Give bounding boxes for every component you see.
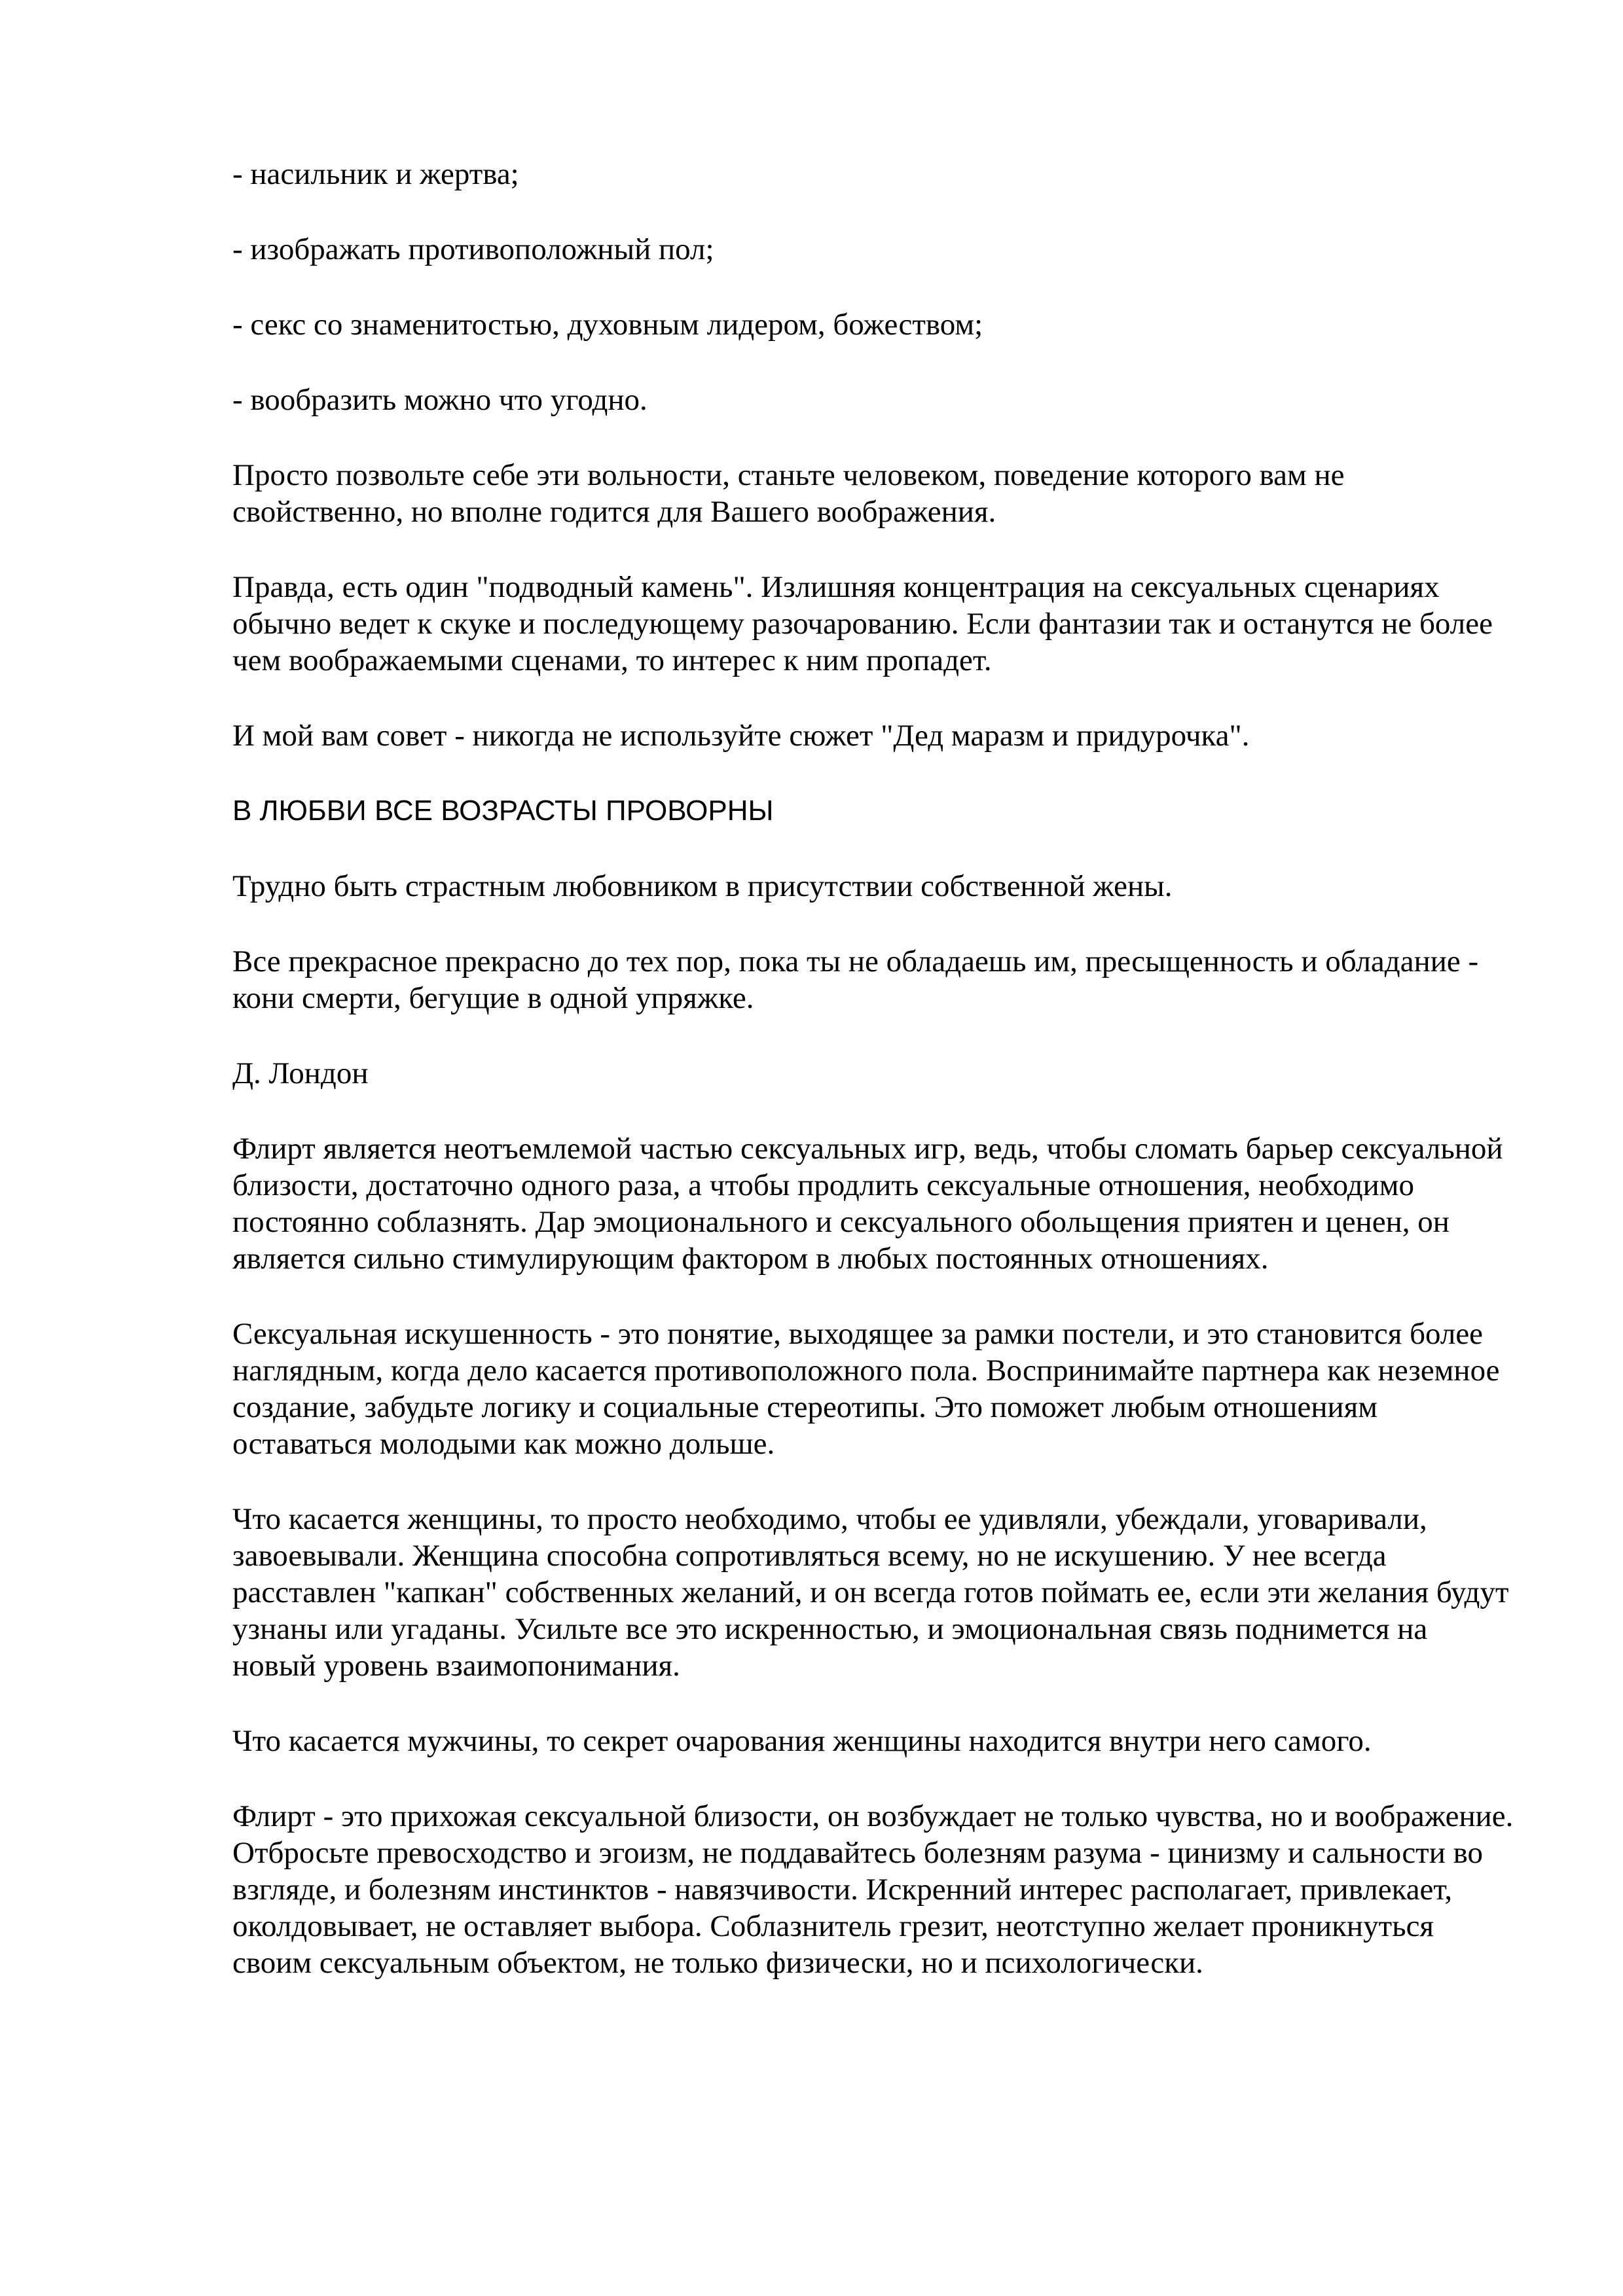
paragraph-flirt-hallway: Флирт - это прихожая сексуальной близости, он возбуждает не только чувства, но и воображение. Отбросьте превосходство и эгоизм, не поддавайтесь болезням разума - цинизму и сальности во взгляде, и болезням инстинктов - навязчивости. Искренний интерес располагает, привлекает, околдовывает, не оставляет выбора. Соблазнитель грезит, неотступно желает проникнуться своим сексуальным объектом, не только физически, но и психологически. — [232, 1799, 1514, 1980]
paragraph-sophistication: Сексуальная искушенность - это понятие, выходящее за рамки постели, и это становится более наглядным, когда дело касается противоположного пола. Воспринимайте партнера как неземное создание, забудьте логику и социальные стереотипы. Это поможет любым отношениям оставаться молодыми как можно дольше. — [232, 1317, 1500, 1461]
paragraph-woman: Что касается женщины, то просто необходимо, чтобы ее удивляли, убеждали, уговаривали, завоевывали. Женщина способна сопротивляться всему, но не искушению. У нее всегда расставлен "капкан" собственных желаний, и он всегда готов поймать ее, если эти желания будут узнаны или угаданы. Усильте все это искренностью, и эмоциональная связь поднимется на новый уровень взаимопонимания. — [232, 1502, 1509, 1683]
document-body — [232, 156, 1516, 2020]
list-item-celebrity: - секс со знаменитостью, духовным лидером, божеством; — [232, 308, 983, 342]
list-item-rapist-victim: - насильник и жертва; — [232, 157, 519, 191]
paragraph-epigraph-2: Все прекрасное прекрасно до тех пор, пока ты не обладаешь им, пресыщенность и обладание - кони смерти, бегущие в одной упряжке. — [232, 944, 1479, 1015]
epigraph-author: Д. Лондон — [232, 1056, 369, 1090]
paragraph-freedoms: Просто позвольте себе эти вольности, станьте человеком, поведение которого вам не свойственно, но вполне годится для Вашего воображения. — [232, 458, 1345, 529]
paragraph-advice: И мой вам совет - никогда не используйте сюжет "Дед маразм и придурочка". — [232, 719, 1250, 753]
list-item-anything: - вообразить можно что угодно. — [232, 383, 647, 417]
paragraph-pitfall: Правда, есть один "подводный камень". Излишняя концентрация на сексуальных сценариях обычно ведет к скуке и последующему разочарованию. Если фантазии так и останутся не более чем воображаемыми сценами, то интерес к ним пропадет. — [232, 570, 1493, 677]
paragraph-man: Что касается мужчины, то секрет очарования женщины находится внутри него самого. — [232, 1724, 1372, 1758]
paragraph-epigraph-1: Трудно быть страстным любовником в присутствии собственной жены. — [232, 869, 1173, 903]
list-item-opposite-sex: - изображать противоположный пол; — [232, 232, 714, 266]
paragraph-flirt: Флирт является неотъемлемой частью сексуальных игр, ведь, чтобы сломать барьер сексуальной близости, достаточно одного раза, а чтобы продлить сексуальные отношения, необходимо постоянно соблазнять. Дар эмоционального и сексуального обольщения приятен и ценен, он является сильно стимулирующим фактором в любых постоянных отношениях. — [232, 1132, 1503, 1276]
section-heading: В ЛЮБВИ ВСЕ ВОЗРАСТЫ ПРОВОРНЫ — [232, 795, 774, 827]
